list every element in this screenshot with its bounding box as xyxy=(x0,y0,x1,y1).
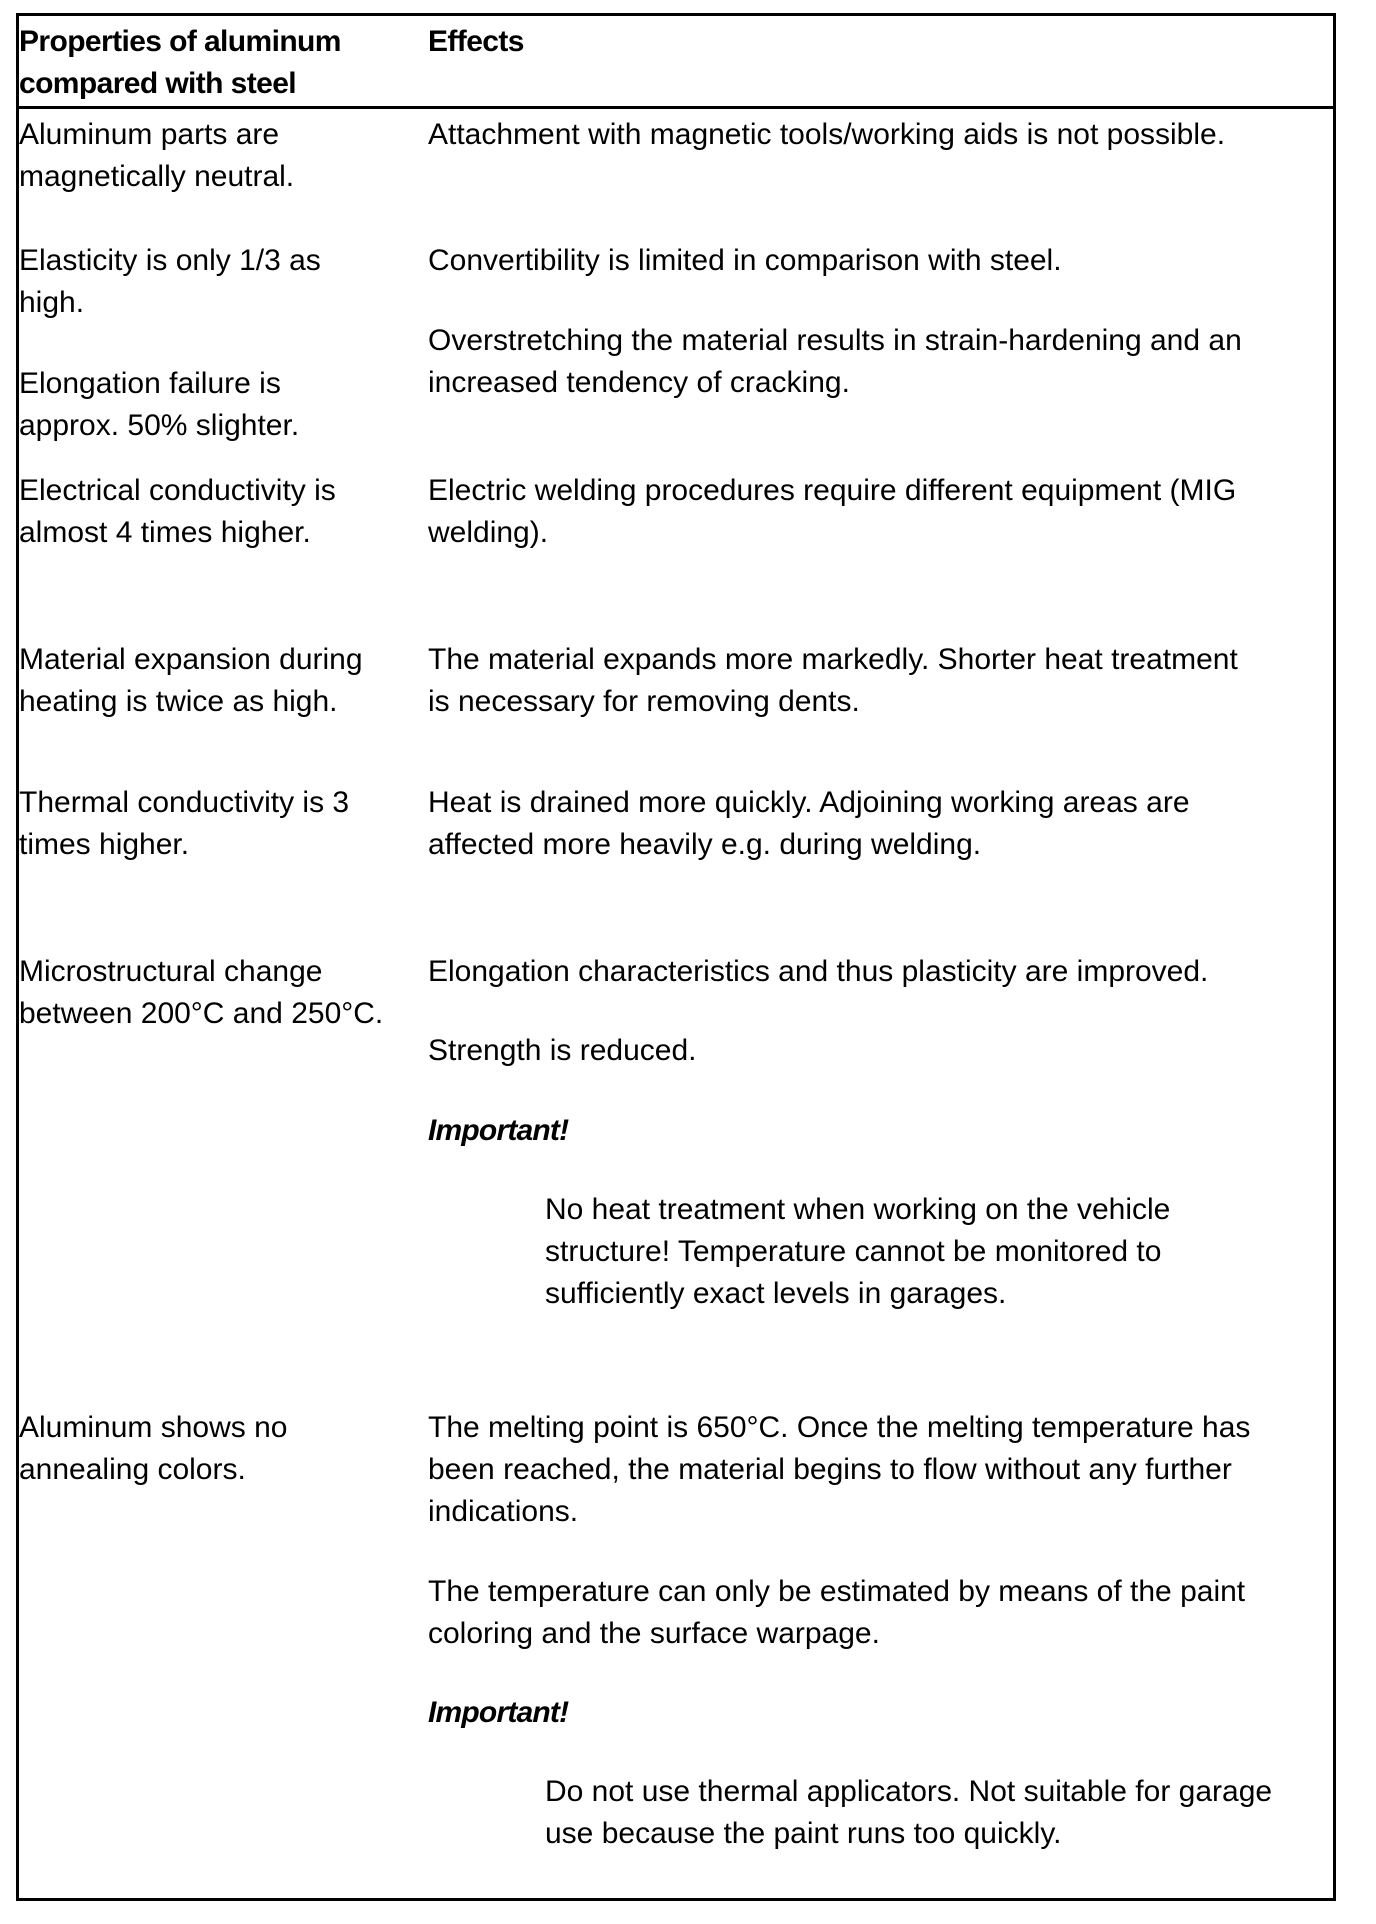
row-6-effect2-line1: Strength is reduced. xyxy=(428,1034,697,1067)
header-col1-line1: Properties of aluminum xyxy=(19,25,341,58)
row-1-property-line2: high. xyxy=(19,286,85,319)
row-6-important-label: Important! xyxy=(428,1114,569,1147)
row-1-property-line1: Elasticity is only 1/3 as xyxy=(19,244,321,277)
row-4-effect-line2: is necessary for removing dents. xyxy=(428,685,860,718)
row-7-important-line2: use because the paint runs too quickly. xyxy=(545,1817,1062,1850)
row-1-effect-line1: Convertibility is limited in comparison with steel. xyxy=(428,244,1062,277)
row-3-effect-line1: Electric welding procedures require different equipment (MIG xyxy=(428,474,1237,507)
row-2-effect-line2: increased tendency of cracking. xyxy=(428,366,850,399)
row-0-effect-line1: Attachment with magnetic tools/working aids is not possible. xyxy=(428,118,1226,151)
row-6-important-line2: structure! Temperature cannot be monitored to xyxy=(545,1235,1162,1268)
row-2-property-line1: Elongation failure is xyxy=(19,367,281,400)
row-7-effect2-line2: coloring and the surface warpage. xyxy=(428,1617,880,1650)
row-7-effect-line2: been reached, the material begins to flow without any further xyxy=(428,1453,1232,1486)
row-6-important-line1: No heat treatment when working on the vehicle xyxy=(545,1193,1171,1226)
row-0-property-line2: magnetically neutral. xyxy=(19,160,295,193)
row-2-property-line2: approx. 50% slighter. xyxy=(19,409,300,442)
row-7-effect-line1: The melting point is 650°C. Once the melting temperature has xyxy=(428,1411,1251,1444)
row-5-property-line1: Thermal conductivity is 3 xyxy=(19,786,350,819)
row-6-property-line2: between 200°C and 250°C. xyxy=(19,997,384,1030)
row-0-property-line1: Aluminum parts are xyxy=(19,118,280,151)
row-3-property-line1: Electrical conductivity is xyxy=(19,474,336,507)
row-4-effect-line1: The material expands more markedly. Shorter heat treatment xyxy=(428,643,1238,676)
row-6-effect-line1: Elongation characteristics and thus plasticity are improved. xyxy=(428,955,1209,988)
row-7-important-line1: Do not use thermal applicators. Not suitable for garage xyxy=(545,1775,1273,1808)
header-col2: Effects xyxy=(428,25,524,58)
row-7-effect2-line1: The temperature can only be estimated by means of the paint xyxy=(428,1575,1246,1608)
row-2-effect-line1: Overstretching the material results in strain-hardening and an xyxy=(428,324,1242,357)
header-col1-line2: compared with steel xyxy=(19,67,297,100)
row-7-property-line1: Aluminum shows no xyxy=(19,1411,288,1444)
row-3-effect-line2: welding). xyxy=(428,516,549,549)
row-7-effect-line3: indications. xyxy=(428,1495,579,1528)
row-4-property-line1: Material expansion during xyxy=(19,643,363,676)
row-6-important-line3: sufficiently exact levels in garages. xyxy=(545,1277,1007,1310)
row-3-property-line2: almost 4 times higher. xyxy=(19,516,311,549)
row-5-property-line2: times higher. xyxy=(19,828,190,861)
row-5-effect-line1: Heat is drained more quickly. Adjoining working areas are xyxy=(428,786,1190,819)
row-6-property-line1: Microstructural change xyxy=(19,955,323,988)
row-7-property-line2: annealing colors. xyxy=(19,1453,246,1486)
row-4-property-line2: heating is twice as high. xyxy=(19,685,338,718)
header-divider xyxy=(19,106,1333,109)
row-7-important-label: Important! xyxy=(428,1696,569,1729)
row-5-effect-line2: affected more heavily e.g. during welding. xyxy=(428,828,982,861)
